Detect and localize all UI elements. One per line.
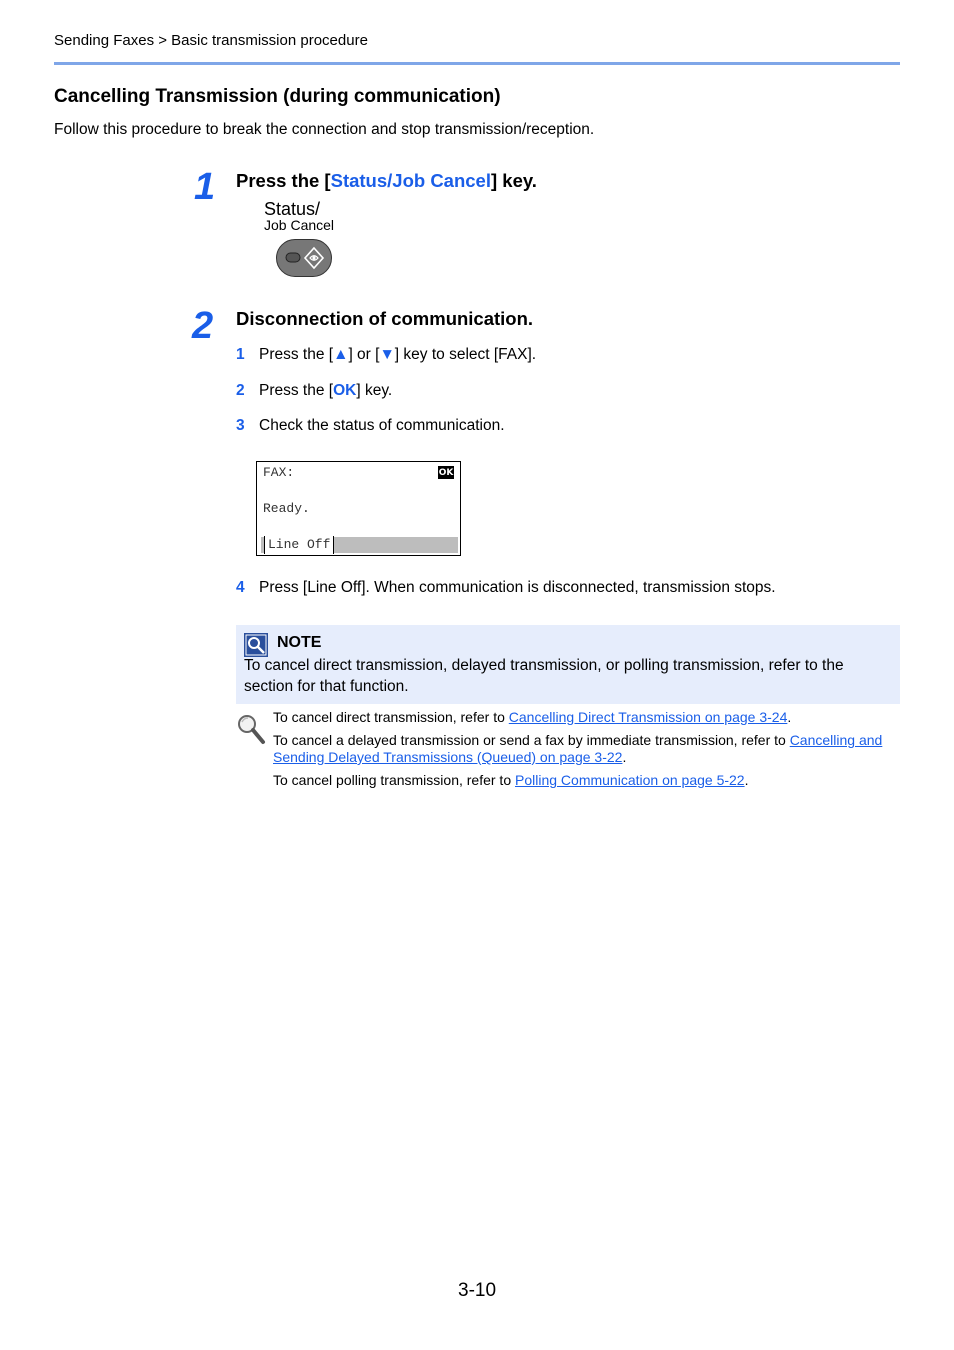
- reference-1: [273, 709, 791, 726]
- reference-1-text: To cancel direct transmission, refer to: [273, 709, 509, 725]
- substep-1-pre: Press the [: [259, 346, 334, 363]
- reference-3-period: .: [744, 772, 749, 788]
- status-job-cancel-key-name: Status/Job Cancel: [330, 170, 491, 191]
- substep-1-post: ] key to select [FAX].: [394, 346, 537, 363]
- note-text: To cancel direct transmission, delayed transmission, or polling transmission, refer to the section for that function.: [244, 657, 844, 695]
- intro-text: Follow this procedure to break the connection and stop transmission/reception.: [54, 121, 595, 138]
- substep-4: [236, 579, 776, 597]
- key-label-status: Status/: [264, 199, 321, 219]
- step-2-title: Disconnection of communication.: [236, 308, 534, 329]
- note-icon: [244, 633, 268, 657]
- up-arrow-icon: ▲: [333, 346, 349, 363]
- magnifier-icon: [236, 713, 266, 745]
- substep-2-post: ] key.: [356, 382, 393, 399]
- substep-2: [236, 382, 392, 400]
- substep-3-text: Check the status of communication.: [259, 417, 505, 434]
- header-rule: [54, 62, 900, 65]
- down-arrow-icon: ▼: [379, 346, 395, 363]
- lcd-display: [256, 461, 461, 556]
- reference-2: [273, 732, 903, 766]
- reference-3-text: To cancel polling transmission, refer to: [273, 772, 515, 788]
- link-polling-communication[interactable]: Polling Communication on page 5-22: [515, 772, 745, 788]
- substep-1-number: 1: [236, 346, 245, 363]
- note-title: NOTE: [277, 634, 322, 651]
- link-cancelling-direct-transmission[interactable]: Cancelling Direct Transmission on page 3-24: [508, 709, 788, 725]
- substep-4-number: 4: [236, 579, 245, 596]
- reference-3: [273, 772, 748, 789]
- line-off-softkey[interactable]: Line Off: [264, 536, 334, 554]
- reference-1-period: .: [787, 709, 792, 725]
- substep-3: [236, 417, 505, 435]
- section-title: Cancelling Transmission (during communication): [54, 86, 501, 107]
- step-1-title-post: ] key.: [491, 170, 537, 191]
- substep-4-text: Press [Line Off]. When communication is disconnected, transmission stops.: [259, 579, 776, 596]
- key-label-job-cancel: Job Cancel: [264, 217, 335, 233]
- ok-badge-icon: OK: [438, 467, 454, 478]
- ok-key-name: OK: [333, 382, 357, 399]
- step-1-title: [236, 170, 537, 192]
- reference-2-period: .: [622, 749, 627, 765]
- page-number: 3-10: [458, 1280, 497, 1301]
- step-number-1: 1: [194, 166, 214, 208]
- step-number-2: 2: [192, 305, 212, 347]
- substep-1: [236, 346, 536, 364]
- status-job-cancel-key-icon: [276, 239, 332, 277]
- substep-2-number: 2: [236, 382, 245, 399]
- substep-1-mid: ] or [: [348, 346, 380, 363]
- lcd-line-ready: Ready.: [263, 501, 310, 516]
- link-cancelling-delayed-transmissions[interactable]: Cancelling and Sending Delayed Transmissions (Queued) on page 3-22: [273, 732, 883, 765]
- substep-3-number: 3: [236, 417, 245, 434]
- substep-2-pre: Press the [: [259, 382, 334, 399]
- step-1-title-pre: Press the [: [236, 170, 331, 191]
- reference-2-text: To cancel a delayed transmission or send a fax by immediate transmission, refer to: [273, 732, 790, 748]
- breadcrumb: Sending Faxes > Basic transmission procedure: [54, 32, 368, 49]
- lcd-line-fax: FAX:: [263, 465, 295, 480]
